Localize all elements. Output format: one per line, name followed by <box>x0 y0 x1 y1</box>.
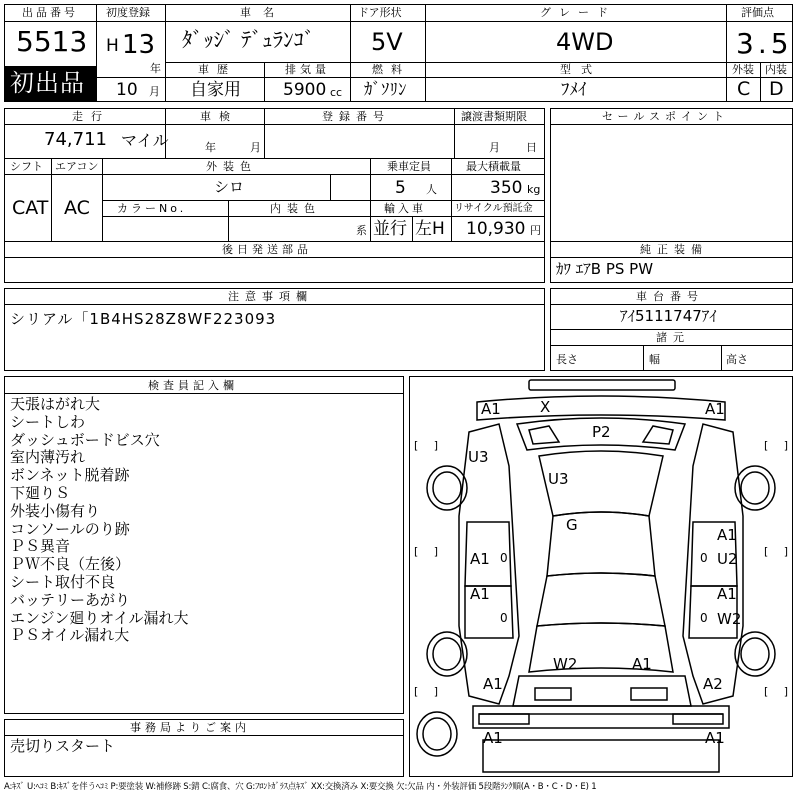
mark-bracket-mr: [ ] <box>764 545 795 558</box>
transfer-month-unit: 月 <box>489 141 500 154</box>
list-item: シート取付不良 <box>10 572 116 591</box>
dims-label: 諸元 <box>656 331 690 344</box>
mark-door-rr2: W2 <box>717 610 742 628</box>
mileage-value: 74,711 <box>44 129 107 150</box>
first-listing-label: 初出品 <box>10 69 85 97</box>
list-item: コンソールのり跡 <box>10 519 130 538</box>
fuel-value: ｶﾞｿﾘﾝ <box>364 80 407 100</box>
mark-fender-left: U3 <box>468 448 489 466</box>
mileage-label: 走行 <box>72 110 110 123</box>
reg-era: H <box>106 36 119 56</box>
list-item: 外装小傷有り <box>10 501 101 520</box>
load-label: 最大積載量 <box>466 160 521 173</box>
cap-label: 乗車定員 <box>387 160 431 173</box>
height-label: 高さ <box>726 353 748 366</box>
list-item: 天張はがれ大 <box>10 395 101 413</box>
mark-door-rl-zero: 0 <box>500 611 508 625</box>
ext-label: 外装 <box>732 63 754 76</box>
lot-value: 5513 <box>16 25 88 58</box>
mark-windshield: P2 <box>592 423 611 441</box>
list-item: 室内薄汚れ <box>10 448 86 467</box>
mark-door-rl: A1 <box>470 585 490 603</box>
length-label: 長さ <box>556 353 578 366</box>
grade-value: 4WD <box>556 28 614 56</box>
model-label: 型式 <box>560 63 602 76</box>
mark-front-x: X <box>540 398 551 416</box>
mark-door-fr: A1 <box>717 526 737 544</box>
inspector-label: 検査員記入欄 <box>148 379 238 392</box>
mark-door-fl-zero: 0 <box>500 551 508 565</box>
equip-value: ｶﾜ ｴｱB PS PW <box>556 260 654 278</box>
reg-month-unit: 月 <box>149 85 160 98</box>
door-value: 5V <box>371 28 403 56</box>
intcolor-label: 内装色 <box>270 202 321 215</box>
sales-label: セールスポイント <box>602 110 730 123</box>
reg-year: 13 <box>122 30 156 60</box>
reg-month: 10 <box>116 80 138 100</box>
mark-bracket-rl: [ ] <box>414 685 445 698</box>
list-item: ダッシュボードビス穴 <box>10 430 160 449</box>
mark-bracket-fl: [ ] <box>414 439 445 452</box>
ext-value: C <box>737 78 751 100</box>
ac-label: エアコン <box>55 160 99 173</box>
notes-value: シリアル「1B4HS28Z8WF223093 <box>10 310 277 328</box>
later-parts-label: 後日発送部品 <box>222 243 312 256</box>
mark-door-fr-zero: 0 <box>700 551 708 565</box>
chassis-label: 車台番号 <box>636 290 704 303</box>
disp-unit: cc <box>330 86 343 99</box>
mark-rear-qtr-left: A1 <box>483 675 503 693</box>
lot-label: 出品番号 <box>22 6 78 19</box>
inspection-month-unit: 月 <box>250 141 261 154</box>
cap-unit: 人 <box>426 183 437 196</box>
mileage-unit: マイル <box>121 131 169 150</box>
mark-bracket-ml: [ ] <box>414 545 445 558</box>
mark-rear-glass-left: W2 <box>553 655 578 673</box>
mark-bracket-fr: [ ] <box>764 439 795 452</box>
import-label: 輸入車 <box>384 202 426 215</box>
inspection-label: 車検 <box>200 110 238 123</box>
history-label: 車歴 <box>198 63 236 76</box>
list-item: ＰＳ異音 <box>10 537 71 556</box>
disp-label: 排気量 <box>285 63 330 76</box>
list-item: ＰＳオイル漏れ大 <box>10 626 130 645</box>
notes-label: 注意事項欄 <box>228 290 313 303</box>
list-item: ＰＷ不良（左後） <box>10 555 131 574</box>
list-item: バッテリーあがり <box>10 590 131 609</box>
office-label: 事務局よりご案内 <box>130 721 250 734</box>
grade-label: グレード <box>540 6 616 19</box>
door-label: ドア形状 <box>358 6 402 19</box>
mark-roof: G <box>566 516 578 534</box>
int-label: 内装 <box>765 63 787 76</box>
score-label: 評価点 <box>741 6 774 19</box>
list-item: ボンネット脱着跡 <box>10 466 130 485</box>
mark-rear-glass-right: A1 <box>632 655 652 673</box>
transfer-label: 譲渡書類期限 <box>461 110 527 123</box>
mark-door-rr-zero: 0 <box>700 611 708 625</box>
inspector-list <box>10 396 189 645</box>
mark-bumper-right: A1 <box>705 729 725 747</box>
color-value: シロ <box>214 178 245 196</box>
mark-front-left: A1 <box>481 400 501 418</box>
mark-front-right: A1 <box>705 400 725 418</box>
load-unit: kg <box>527 183 541 196</box>
plate-label: 登録番号 <box>322 110 390 123</box>
reg-year-unit: 年 <box>150 62 161 75</box>
model-value: ﾌﾒｲ <box>561 80 587 100</box>
chassis-value: ｱｲ5111747ｱｲ <box>620 307 717 325</box>
list-item: エンジン廻りオイル漏れ大 <box>10 608 189 627</box>
recycle-label: リサイクル預託金 <box>454 203 533 214</box>
recycle-unit: 円 <box>530 224 541 237</box>
name-value: ﾀﾞｯｼﾞ ﾃﾞｭﾗﾝｺﾞ <box>182 28 315 52</box>
mark-rear-qtr-right: A2 <box>703 675 723 693</box>
mark-hood: U3 <box>548 470 569 488</box>
import-type: 並行 <box>373 219 407 239</box>
disp-value: 5900 <box>283 80 327 100</box>
load-value: 350 <box>490 178 523 198</box>
transfer-day-unit: 日 <box>526 141 537 154</box>
score-value: 3.5 <box>736 27 793 60</box>
shift-label: シフト <box>10 160 43 173</box>
name-label: 車名 <box>240 6 286 19</box>
shift-value: CAT <box>12 197 49 219</box>
equip-label: 純正装備 <box>640 243 708 256</box>
mark-bracket-rr: [ ] <box>764 685 795 698</box>
color-label: 外装色 <box>206 160 257 173</box>
ac-value: AC <box>64 197 90 219</box>
office-value: 売切りスタート <box>10 737 116 755</box>
reg-label: 初度登録 <box>106 6 150 19</box>
import-side: 左H <box>415 219 445 239</box>
colorno-label: カラーNo. <box>117 202 187 215</box>
intcolor-suffix: 系 <box>356 224 367 237</box>
int-value: D <box>769 78 784 100</box>
legend: A:ｷｽﾞ U:ﾍｺﾐ B:ｷｽﾞを伴うﾍｺﾐ P:要塗装 W:補修跡 S:錆 C:腐食、穴 G:ﾌﾛﾝﾄｶﾞﾗｽ点ｷｽﾞ XX:交換済み X:要交換 欠:欠品 内・外装評価 5段階ﾗﾝｸ順(A・B・C・D・E) 1 <box>4 782 597 792</box>
fuel-label: 燃料 <box>372 63 410 76</box>
cap-value: 5 <box>395 178 406 198</box>
mark-door-fl: A1 <box>470 550 490 568</box>
mark-bumper-left: A1 <box>483 729 503 747</box>
list-item: シートしわ <box>10 412 86 431</box>
history-value: 自家用 <box>190 80 241 100</box>
list-item: 下廻りＳ <box>10 483 71 502</box>
mark-door-fr2: U2 <box>717 550 738 568</box>
mark-door-rr: A1 <box>717 585 737 603</box>
inspection-year-unit: 年 <box>205 141 216 154</box>
recycle-value: 10,930 <box>466 219 526 239</box>
width-label: 幅 <box>649 353 660 366</box>
